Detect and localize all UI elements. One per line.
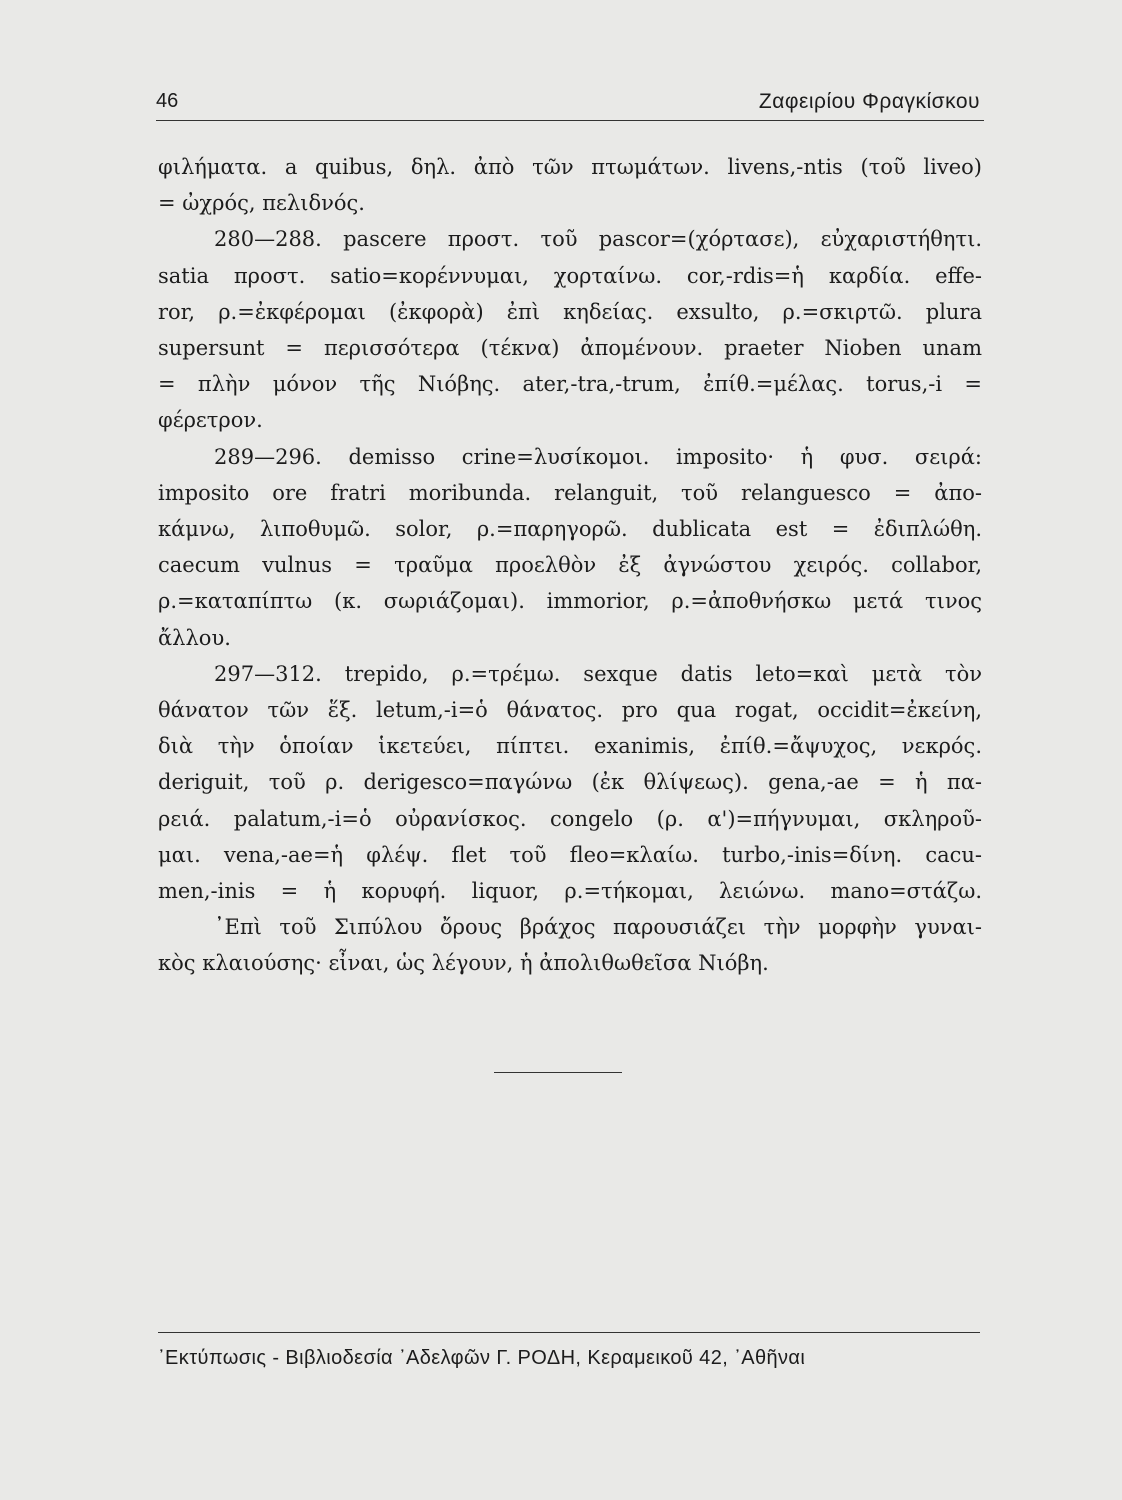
text-line: supersunt = περισσότερα (τέκνα) ἀπομένουν. praeter Nioben unam bbox=[158, 336, 982, 361]
text-line: ἄλλου. bbox=[158, 625, 231, 650]
text-line: φιλήματα. a quibus, δηλ. ἀπὸ τῶν πτωμάτων. livens,-ntis (τοῦ liveo) bbox=[158, 155, 982, 179]
running-head: Ζαφειρίου Φραγκίσκου bbox=[758, 90, 980, 113]
paragraph-start-line: ᾿Επὶ τοῦ Σιπύλου ὄρους βράχος παρουσιάζει τὴν μορφὴν γυναι- bbox=[214, 915, 982, 940]
text-line: deriguit, τοῦ ρ. derigesco=παγώνω (ἐκ θλίψεως). gena,-ae = ἡ πα- bbox=[158, 770, 982, 795]
text-line: ror, ρ.=ἐκφέρομαι (ἐκφορὰ) ἐπὶ κηδείας. exsulto, ρ.=σκιρτῶ. plura bbox=[158, 299, 982, 324]
printer-footer bbox=[158, 1332, 984, 1370]
section-start-line: 297—312. trepido, ρ.=τρέμω. sexque datis leto=καὶ μετὰ τὸν bbox=[214, 661, 982, 686]
section-start-line: 280—288. pascere προστ. τοῦ pascor=(χόρτασε), εὐχαριστήθητι. bbox=[214, 227, 982, 252]
text-line: διὰ τὴν ὁποίαν ἱκετεύει, πίπτει. exanimis, ἐπίθ.=ἄψυχος, νεκρός. bbox=[158, 734, 982, 759]
header-rule bbox=[156, 120, 984, 121]
text-line: caecum vulnus = τραῦμα προελθὸν ἐξ ἀγνώστου χειρός. collabor, bbox=[158, 553, 982, 578]
page-header bbox=[156, 80, 984, 120]
page-number: 46 bbox=[156, 90, 179, 112]
printer-colophon: ᾿Εκτύπωσις - Βιβλιοδεσία ᾿Αδελφῶν Γ. ΡΟΔΗ, Κεραμεικοῦ 42, ᾿Αθῆναι bbox=[158, 1347, 806, 1369]
footer-rule bbox=[158, 1332, 980, 1333]
text-line: satia προστ. satio=κορέννυμαι, χορταίνω. cor,-rdis=ἡ καρδία. effe- bbox=[158, 263, 982, 288]
text-line: men,-inis = ἡ κορυφή. liquor, ρ.=τήκομαι, λειώνω. mano=στάζω. bbox=[158, 879, 982, 904]
text-line: φέρετρον. bbox=[158, 408, 263, 433]
text-line: κὸς κλαιούσης· εἶναι, ὡς λέγουν, ἡ ἀπολιθωθεῖσα Νιόβη. bbox=[158, 951, 769, 976]
text-line: ρ.=καταπίπτω (κ. σωριάζομαι). immorior, ρ.=ἀποθνήσκω μετά τινος bbox=[158, 589, 982, 614]
text-line: μαι. vena,-ae=ἡ φλέψ. flet τοῦ fleo=κλαίω. turbo,-inis=δίνη. cacu- bbox=[158, 842, 982, 867]
text-line: imposito ore fratri moribunda. relanguit, τοῦ relanguesco = ἀπο- bbox=[158, 480, 982, 505]
text-line: = ὠχρός, πελιδνός. bbox=[158, 191, 365, 216]
section-start-line: 289—296. demisso crine=λυσίκομοι. imposito· ἡ φυσ. σειρά: bbox=[214, 444, 982, 469]
commentary-text bbox=[158, 149, 982, 982]
text-line: θάνατον τῶν ἕξ. letum,-i=ὁ θάνατος. pro qua rogat, occidit=ἐκείνη, bbox=[158, 698, 982, 723]
text-line: = πλὴν μόνον τῆς Νιόβης. ater,-tra,-trum, ἐπίθ.=μέλας. torus,-i = bbox=[158, 372, 982, 397]
text-line: ρειά. palatum,-i=ὁ οὐρανίσκος. congelo (ρ. α')=πήγνυμαι, σκληροῦ- bbox=[158, 806, 982, 831]
text-line: κάμνω, λιποθυμῶ. solor, ρ.=παρηγορῶ. dublicata est = ἐδιπλώθη. bbox=[158, 517, 982, 542]
section-divider bbox=[494, 1072, 622, 1073]
